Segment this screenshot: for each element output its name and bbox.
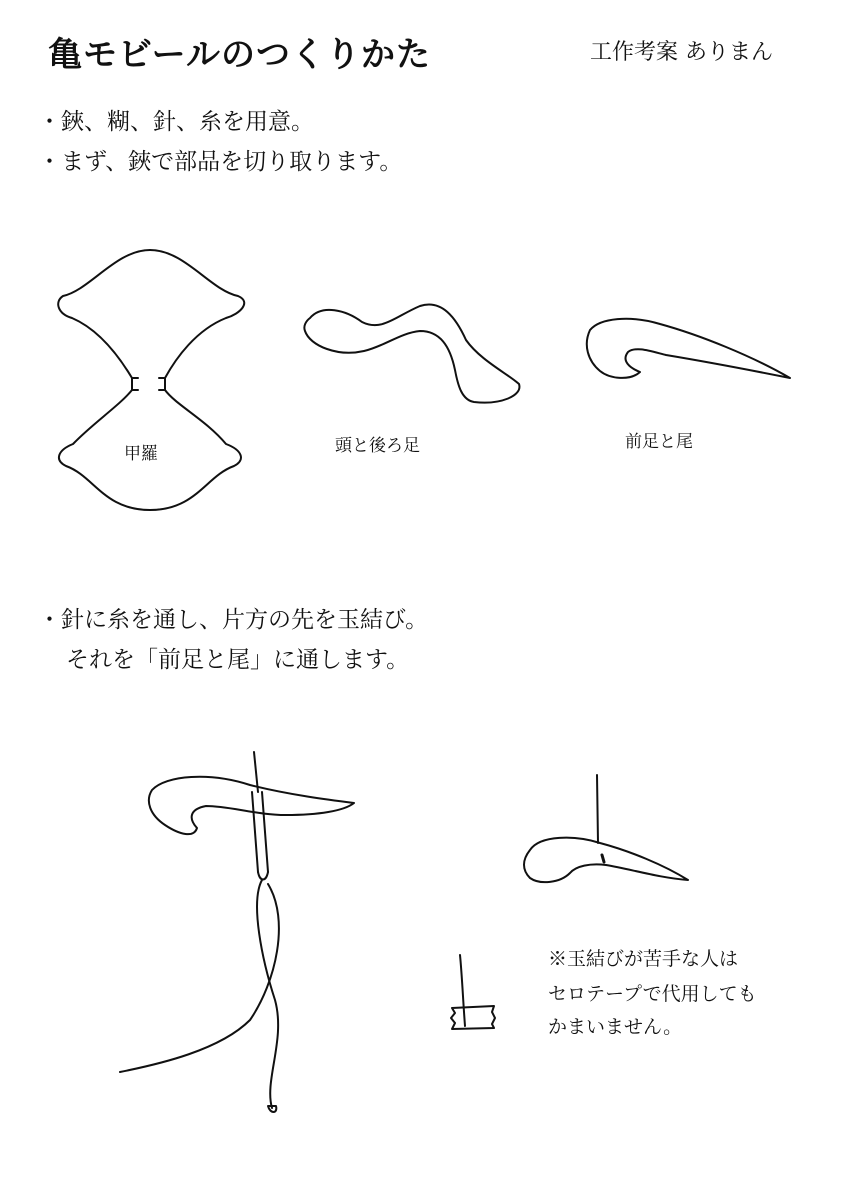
thread-knot [268,1106,276,1112]
step-threading: ・針に糸を通し、片方の先を玉結び。 [38,607,429,633]
needle-shaft-left [252,792,258,872]
note-line-1: ※玉結びが苦手な人は [548,948,739,970]
author-credit: 工作考案 ありまん [590,40,773,65]
page-title: 亀モビールのつくりかた [48,35,431,75]
label-head-backlegs: 頭と後ろ足 [335,436,420,456]
threaded-part-outline [149,777,354,834]
needle-shaft-right [262,792,268,872]
tape-thread [460,955,465,1026]
head-backlegs-part-outline [304,305,519,403]
step-threading-cont: それを「前足と尾」に通します。 [66,647,410,673]
label-frontlegs-tail: 前足と尾 [625,432,693,452]
note-line-3: かまいません。 [548,1016,683,1038]
step-materials: ・鋏、糊、針、糸を用意。 [38,109,314,135]
thread-hole-dot [602,855,604,862]
thread-strand-loose [120,884,279,1072]
note-line-2: セロテープで代用しても [548,983,757,1005]
needle-eye [258,872,268,880]
hanging-thread [597,775,598,843]
shell-part-outline [58,250,244,510]
step-cut-parts: ・まず、鋏で部品を切り取ります。 [38,149,403,175]
tape-piece [451,1006,495,1029]
label-shell: 甲羅 [124,444,158,464]
hanging-part-outline [524,838,688,882]
thread-strand-knotted [257,880,278,1108]
frontlegs-tail-part-outline [587,319,790,378]
